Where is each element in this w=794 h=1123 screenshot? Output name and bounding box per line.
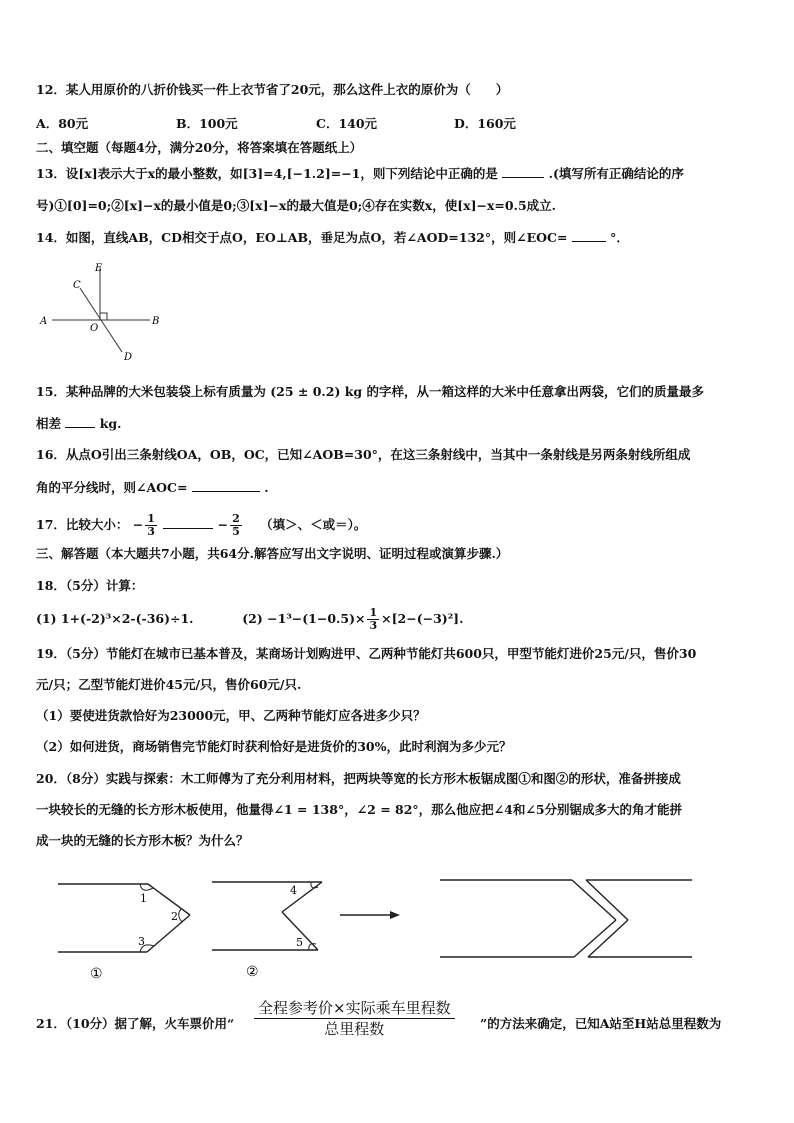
- q21-pre: 21．（10分）据了解，火车票价用“: [36, 1016, 235, 1031]
- q17-line: [36, 510, 366, 540]
- q14-tail: °．: [610, 230, 629, 245]
- q16-line1: 16．从点O引出三条射线OA，OB，OC，已知∠AOB=30°，在这三条射线中，当其中一条射线是另两条射线所组成: [36, 447, 691, 462]
- q19-line2: 元/只；乙型节能灯进价45元/只，售价60元/只.: [36, 677, 302, 692]
- angle-1-label: 1: [140, 892, 147, 905]
- section-2-heading: 二、填空题（每题4分，满分20分，将答案填在答题纸上）: [36, 140, 363, 155]
- q15-line2-post: kg.: [99, 416, 122, 431]
- q17-answer-blank: [163, 528, 213, 529]
- q17-f2-sign: −: [217, 517, 229, 532]
- q17-f1-sign: −: [132, 517, 144, 532]
- q12-option-a: A．80元: [36, 116, 89, 131]
- q17-f1-numerator: 1: [147, 512, 155, 525]
- q14-line: [36, 230, 629, 246]
- q21-fraction: [254, 998, 455, 1039]
- q21-fraction-numerator: 全程参考价×实际乘车里程数: [254, 998, 455, 1019]
- q21-fraction-denominator: 总里程数: [324, 1020, 385, 1038]
- angle-2-label: 2: [171, 910, 178, 923]
- q20-line2: 一块较长的无缝的长方形木板使用，他量得∠1 = 138°，∠2 = 82°，那么他应把∠4和∠5分别锯成多大的角才能拼: [36, 802, 683, 817]
- q17-fraction-1: [145, 513, 157, 538]
- q14-figure: [36, 258, 166, 366]
- figure-2-label: ②: [246, 964, 259, 980]
- q15-answer-blank: [65, 427, 95, 428]
- label-b: B: [152, 316, 160, 327]
- q15-line2: [36, 416, 122, 432]
- angle-4-label: 4: [290, 884, 297, 897]
- label-e: E: [95, 263, 103, 274]
- q16-line2: [36, 480, 269, 496]
- q18-title: 18．（5分）计算：: [36, 578, 144, 593]
- q15-line1: 15．某种品牌的大米包装袋上标有质量为 (25 ± 0.2) kg 的字样，从一箱这样的大米中任意拿出两袋，它们的质量最多: [36, 384, 705, 399]
- q13-line1-tail: .(填写所有正确结论的序: [548, 166, 684, 181]
- q20-figure: [50, 872, 700, 990]
- q17-f2-denominator: 5: [232, 525, 240, 538]
- q16-line2-pre: 角的平分线时，则∠AOC=: [36, 480, 188, 495]
- q14-text: 14．如图，直线AB，CD相交于点O，EO⊥AB，垂足为点O，若∠AOD=132°，则∠EOC=: [36, 230, 568, 245]
- combined-board: [440, 880, 692, 957]
- figure-1-label: ①: [90, 966, 103, 982]
- q14-answer-blank: [572, 241, 606, 242]
- q21-post: ”的方法来确定，已知A站至H站总里程数为: [480, 1016, 722, 1031]
- right-angle-mark: [100, 313, 107, 320]
- q17-f1-denominator: 3: [147, 525, 155, 538]
- q12-option-b: B．100元: [176, 116, 238, 131]
- q13-line2: 号)①[0]=0;②[x]−x的最小值是0;③[x]−x的最大值是0;④存在实数x，使[x]−x=0.5成立.: [36, 198, 556, 213]
- q18-part1: (1) 1+(-2)³×2-(-36)÷1.: [36, 611, 194, 626]
- q18-parts: [36, 604, 463, 634]
- q17-pre: 17．比较大小：: [36, 517, 129, 532]
- q20-line1: 20．（8分）实践与探索：木工师傅为了充分利用材料，把两块等宽的长方形木板锯成图①和图②的形状，准备拼接成: [36, 771, 681, 786]
- q18-part2-post: ×[2−(−3)²].: [381, 611, 464, 626]
- q16-answer-blank: [192, 491, 260, 492]
- q16-line2-post: .: [264, 480, 269, 495]
- q17-f2-numerator: 2: [232, 512, 240, 525]
- q18-fraction-numerator: 1: [369, 606, 378, 619]
- section-3-heading: 三、解答题（本大题共7小题，共64分.解答应写出文字说明、证明过程或演算步骤.）: [36, 546, 509, 561]
- q17-post: （填＞、＜或＝）。: [260, 517, 367, 532]
- label-o: O: [90, 323, 99, 334]
- q13-answer-blank: [502, 177, 544, 178]
- label-d: D: [124, 352, 133, 363]
- q20-line3: 成一块的无缝的长方形木板？为什么？: [36, 833, 249, 848]
- q19-sub1: （1）要使进货款恰好为23000元，甲、乙两种节能灯应各进多少只？: [36, 708, 426, 723]
- q19-sub2: （2）如何进货，商场销售完节能灯时获利恰好是进货价的30%，此时利润为多少元？: [36, 739, 512, 754]
- board-figure-2: [212, 882, 322, 950]
- q12-option-c: C．140元: [316, 116, 378, 131]
- q18-fraction: [367, 607, 379, 632]
- q13-line1: [36, 166, 684, 182]
- q17-fraction-2: [230, 513, 242, 538]
- angle-5-label: 5: [296, 936, 303, 949]
- label-a: A: [40, 316, 48, 327]
- q12-text: 12．某人用原价的八折价钱买一件上衣节省了20元，那么这件上衣的原价为（ ）: [36, 82, 509, 97]
- q18-part2-pre: (2) −1³−(1−0.5)×: [242, 611, 366, 626]
- q13-line1-text: 13．设[x]表示大于x的最小整数，如[3]=4,[−1.2]=−1，则下列结论中正确的是: [36, 166, 498, 181]
- q12-option-d: D．160元: [454, 116, 516, 131]
- angle-3-label: 3: [138, 935, 145, 948]
- q15-line2-pre: 相差: [36, 416, 62, 431]
- q19-line1: 19．（5分）节能灯在城市已基本普及，某商场计划购进甲、乙两种节能灯共600只，甲型节能灯进价25元/只，售价30: [36, 646, 697, 661]
- label-c: C: [73, 280, 81, 291]
- arrow-icon: [340, 911, 400, 919]
- q18-fraction-denominator: 3: [369, 619, 378, 632]
